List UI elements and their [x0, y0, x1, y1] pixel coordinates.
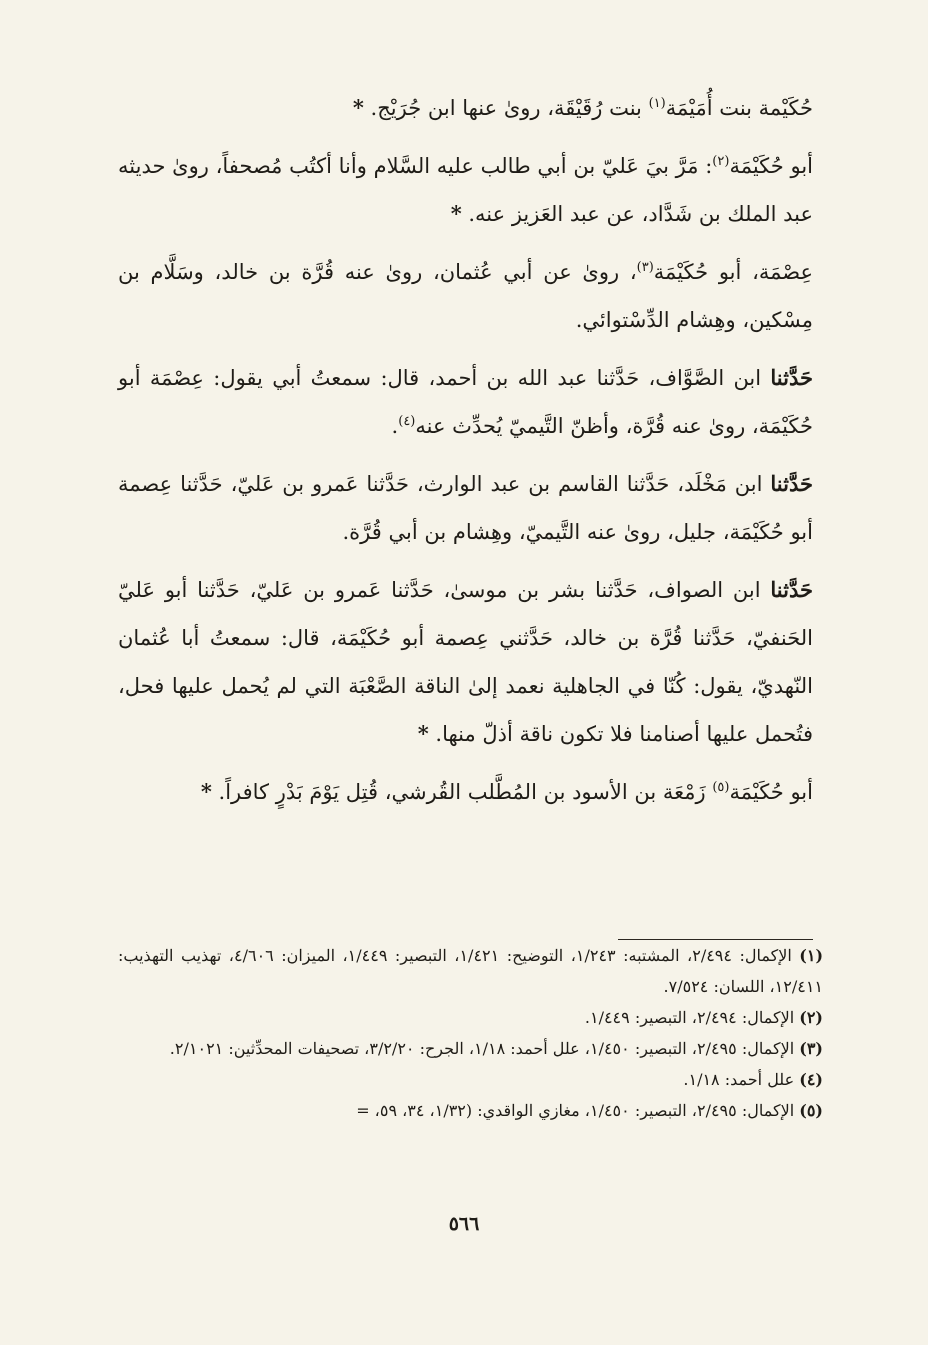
paragraph	[118, 768, 813, 816]
footnote-reference: (٣)	[636, 260, 654, 275]
footnote-number: (٢)	[799, 1008, 823, 1027]
paragraph-text: : مَرَّ بيَ عَليّ بن أبي طالب عليه السَّلام وأنا أكتُب مُصحفاً، روىٰ حديثه عبد الملك بن شَدَّاد، عن عبد العَزيز عنه.	[118, 154, 813, 226]
footnote	[118, 1064, 823, 1095]
entry-end-marker: *	[450, 201, 462, 226]
paragraph-text: عِصْمَة، أبو حُكَيْمَة	[653, 260, 813, 284]
page-number: ٥٦٦	[448, 1213, 480, 1235]
paragraph-text: ، روىٰ عن أبي عُثمان، روىٰ عنه قُرَّة بن خالد، وسَلَّام بن مِسْكين، وهِشام الدِّسْتوائي.	[118, 260, 813, 332]
paragraph	[118, 248, 813, 344]
paragraph	[118, 142, 813, 238]
entry-end-marker: *	[352, 95, 364, 120]
footnote-text: الإكمال: ٢/٤٩٤، التبصير: ١/٤٤٩.	[584, 1008, 795, 1027]
footnote-reference: (٥)	[712, 780, 730, 795]
footnote	[118, 940, 823, 1002]
paragraph	[118, 566, 813, 758]
paragraph-text: ابن الصواف، حَدَّثنا بشر بن موسىٰ، حَدَّثنا عَمرو بن عَليّ، حَدَّثنا أبو عَليّ الحَنفيّ، حَدَّثنا قُرَّة بن خالد، حَدَّثني عِصمة أبو حُكَيْمَة، قال: سمعتُ أبا عُثمان النّهديّ، يقول: كُنّا في الجاهلية نعمد إلىٰ الناقة الصَّعْبَة التي لم يُحمل عليها فحل، فتُحمل عليها أصنامنا فلا تكون ناقة أذلّ منها.	[118, 578, 813, 746]
entry-end-marker: *	[200, 779, 212, 804]
footnote-reference: (٤)	[398, 414, 416, 429]
footnote	[118, 1095, 823, 1126]
footnotes	[118, 940, 823, 1126]
paragraph-text: أبو حُكَيْمَة	[729, 780, 813, 804]
paragraph-text: بنت رُقَيْقَة، روىٰ عنها ابن جُرَيْج.	[363, 96, 649, 120]
isnad-lead-word: حَدَّثنا	[770, 365, 813, 390]
paragraph-text: زَمْعَة بن الأسود بن المُطَّلب القُرشي، قُتِل يَوْمَ بَدْرٍ كافراً.	[211, 780, 713, 804]
footnote	[118, 1002, 823, 1033]
footnote-text: علل أحمد: ١/١٨.	[683, 1070, 795, 1089]
paragraph-text: ابن الصَّوَّاف، حَدَّثنا عبد الله بن أحمد، قال: سمعتُ أبي يقول: عِصْمَة أبو حُكَيْمَة، روىٰ عنه قُرَّة، وأظنّ التَّيميّ يُحدِّث عنه	[118, 366, 813, 438]
paragraph	[118, 460, 813, 556]
footnote-text: الإكمال: ٢/٤٩٥، التبصير: ١/٤٥٠، علل أحمد: ١/١٨، الجرح: ٣/٢/٢٠، تصحيفات المحدِّثين: ٢/١٠٢١.	[169, 1039, 795, 1058]
footnote-number: (١)	[799, 946, 824, 965]
footnote-reference: (١)	[648, 96, 666, 111]
paragraph	[118, 84, 813, 132]
footnote-number: (٣)	[799, 1039, 823, 1058]
entry-end-marker: *	[417, 721, 429, 746]
paragraph-text: ابن مَخْلَد، حَدَّثنا القاسم بن عبد الوارث، حَدَّثنا عَمرو بن عَليّ، حَدَّثنا عِصمة أبو حُكَيْمَة، جليل، روىٰ عنه التَّيميّ، وهِشام بن أبي قُرَّة.	[118, 472, 813, 544]
footnote-reference: (٢)	[712, 154, 730, 169]
isnad-lead-word: حَدَّثنا	[770, 471, 813, 496]
isnad-lead-word: حَدَّثنا	[770, 577, 813, 602]
footnote	[118, 1033, 823, 1064]
paragraph	[118, 354, 813, 450]
main-text	[118, 84, 813, 826]
paragraph-text: حُكَيْمة بنت أُمَيْمَة	[665, 96, 813, 120]
footnote-number: (٥)	[799, 1101, 823, 1120]
paragraph-text: .	[391, 414, 399, 438]
footnote-text: الإكمال: ٢/٤٩٥، التبصير: ١/٤٥٠، مغازي الواقدي: (١/٣٢، ٣٤، ٥٩، =	[356, 1101, 795, 1120]
footnote-number: (٤)	[799, 1070, 823, 1089]
paragraph-text: أبو حُكَيْمَة	[729, 154, 813, 178]
footnote-text: الإكمال: ٢/٤٩٤، المشتبه: ١/٢٤٣، التوضيح: ١/٤٢١، التبصير: ١/٤٤٩، الميزان: ٤/٦٠٦، تهذيب التهذيب: ١٢/٤١١، اللسان: ٧/٥٢٤.	[118, 946, 823, 996]
